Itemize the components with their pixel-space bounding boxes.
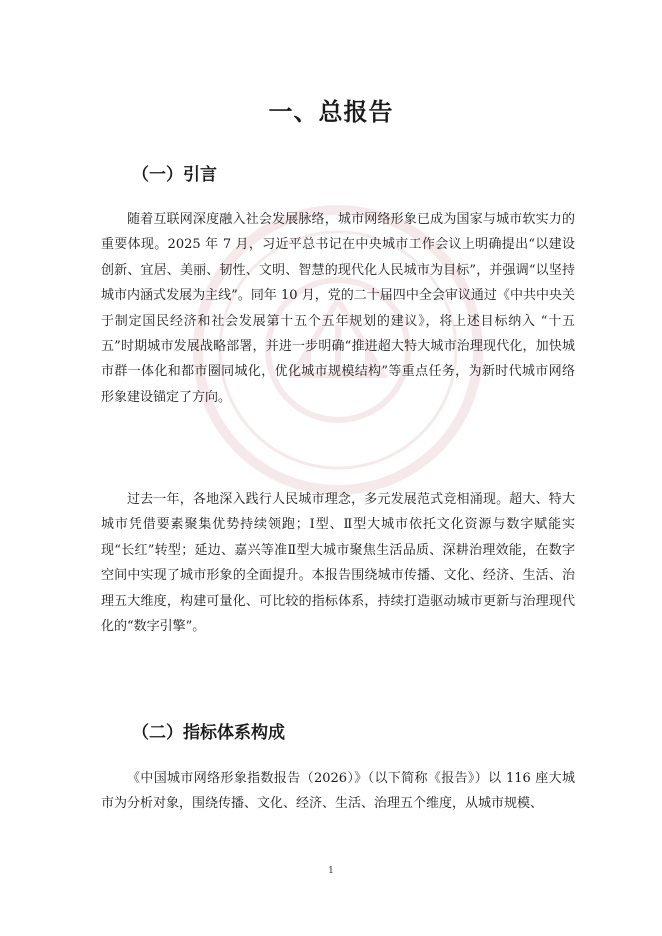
section-heading-introduction: （一）引言 bbox=[132, 165, 217, 185]
section-heading-indicator-system: （二）指标体系构成 bbox=[132, 723, 285, 743]
chapter-title: 一、总报告 bbox=[268, 98, 394, 126]
paragraph-introduction-1: 随着互联网深度融入社会发展脉络，城市网络形象已成为国家与城市软实力的重要体现。2025 年 7 月，习近平总书记在中央城市工作会议上明确提出“以建设创新、宜居、美丽、韧性、文明、智慧的现代化人民城市为目标”，并强调“以坚持城市内涵式发展为主线”。同年 10 月，党的二十届四中全会审议通过《中共中央关于制定国民经济和社会发展第十五个五年规划的建议》，将上述目标纳入 “十五五”时期城市发展战略部署，并进一步明确“推进超大特大城市治理现代化，加快城市群一体化和都市圈同城化，优化城市规模结构”等重点任务，为新时代城市网络形象建设锚定了方向。 bbox=[101, 212, 575, 405]
page-number: 1 bbox=[328, 866, 334, 876]
paragraph-indicator-system-1: 《中国城市网络形象指数报告（2026）》（以下简称《报告》）以 116 座大城市为分析对象，围绕传播、文化、经济、生活、治理五个维度，从城市规模、 bbox=[101, 771, 575, 812]
paragraph-introduction-2: 过去一年，各地深入践行人民城市理念，多元发展范式竞相涌现。超大、特大城市凭借要素聚集优势持续领跑；Ⅰ型、Ⅱ型大城市依托文化资源与数字赋能实现“长红”转型；延边、嘉兴等准Ⅱ型大城市聚焦生活品质、深耕治理效能，在数字空间中实现了城市形象的全面提升。本报告围绕城市传播、文化、经济、生活、治理五大维度，构建可量化、可比较的指标体系，持续打造驱动城市更新与治理现代化的“数字引擎”。 bbox=[101, 492, 575, 635]
